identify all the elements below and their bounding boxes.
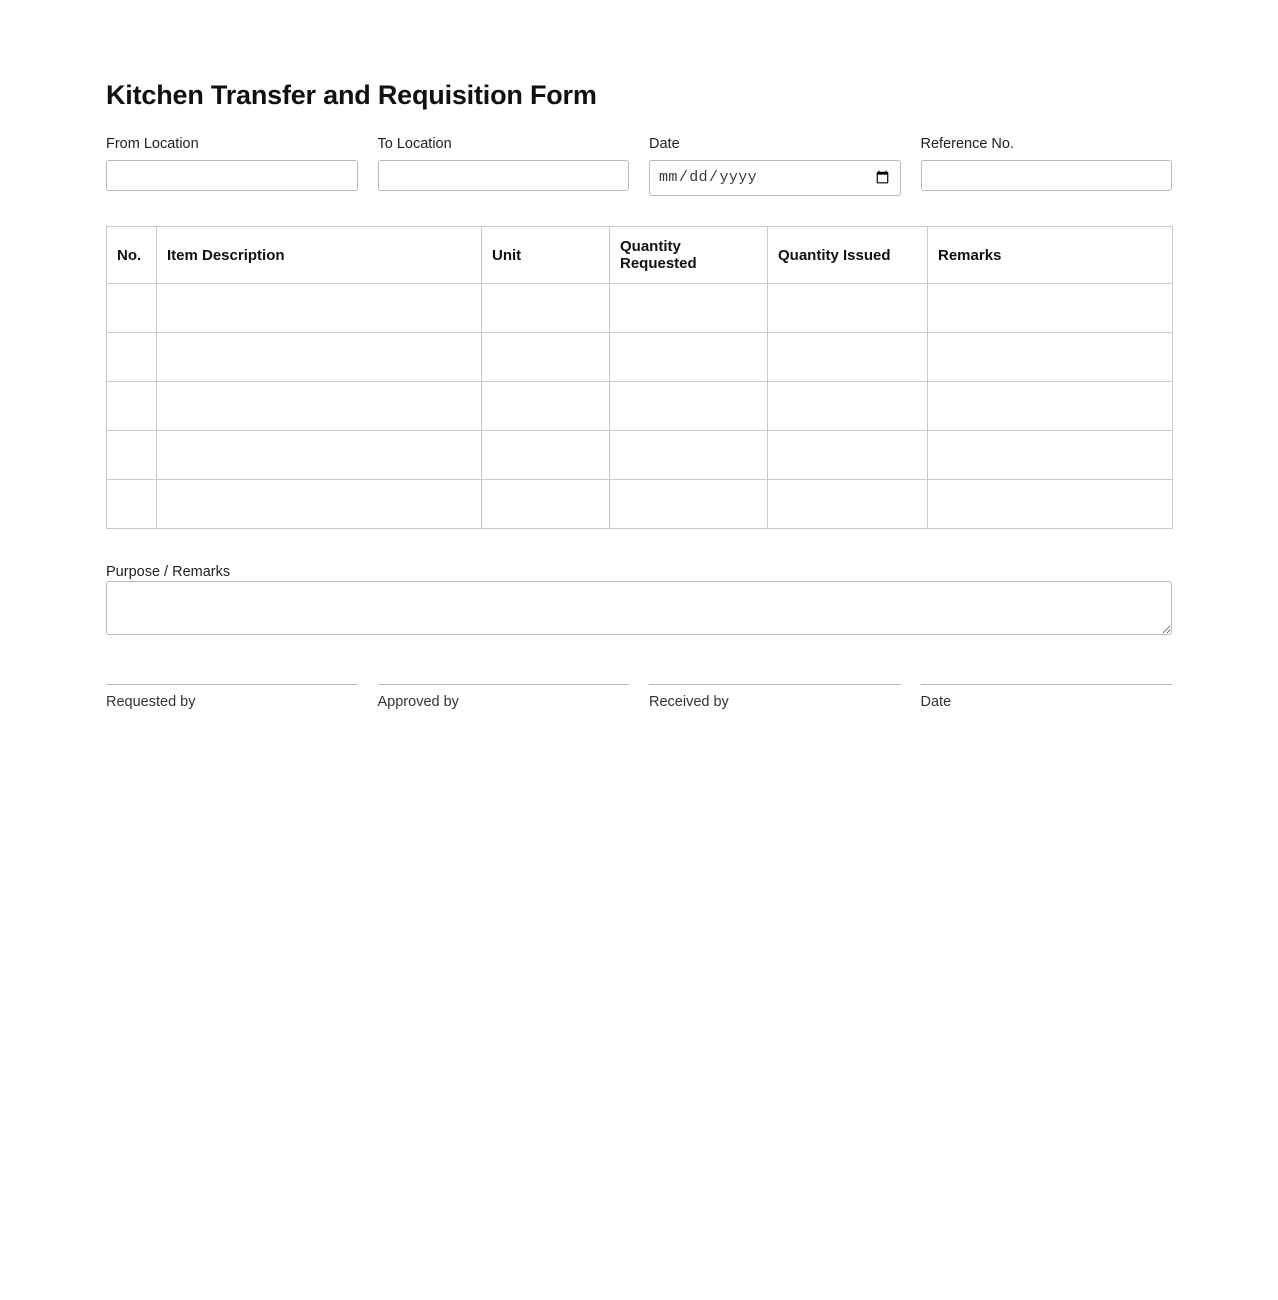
row-4-qty-issued-input[interactable] bbox=[768, 481, 927, 527]
field-from-location bbox=[106, 137, 358, 196]
row-3-no-input[interactable] bbox=[107, 432, 156, 478]
cell-no[interactable] bbox=[107, 431, 157, 480]
column-header-quantity-issued: Quantity Issued bbox=[768, 226, 928, 284]
items-table bbox=[106, 226, 1173, 530]
row-3-qty-issued-input[interactable] bbox=[768, 432, 927, 478]
signature-label-approved-by: Approved by bbox=[377, 694, 459, 711]
row-2-unit-input[interactable] bbox=[482, 383, 609, 429]
signature-approved-by bbox=[378, 684, 630, 710]
cell-remarks[interactable] bbox=[928, 333, 1173, 382]
cell-description[interactable] bbox=[157, 382, 482, 431]
purpose-remarks-label: Purpose / Remarks bbox=[106, 564, 231, 581]
column-header-unit: Unit bbox=[482, 226, 610, 284]
table-row bbox=[107, 431, 1173, 480]
cell-unit[interactable] bbox=[482, 431, 610, 480]
cell-quantity-issued[interactable] bbox=[768, 284, 928, 333]
date-input[interactable] bbox=[649, 160, 901, 196]
reference-no-input[interactable] bbox=[921, 160, 1173, 191]
signature-line bbox=[378, 684, 630, 685]
signature-line bbox=[921, 684, 1173, 685]
row-4-remarks-input[interactable] bbox=[928, 481, 1172, 527]
table-row bbox=[107, 382, 1173, 431]
cell-quantity-requested[interactable] bbox=[610, 284, 768, 333]
row-0-qty-requested-input[interactable] bbox=[610, 285, 767, 331]
row-4-qty-requested-input[interactable] bbox=[610, 481, 767, 527]
table-row bbox=[107, 480, 1173, 529]
row-3-remarks-input[interactable] bbox=[928, 432, 1172, 478]
row-1-qty-issued-input[interactable] bbox=[768, 334, 927, 380]
row-2-remarks-input[interactable] bbox=[928, 383, 1172, 429]
cell-remarks[interactable] bbox=[928, 480, 1173, 529]
purpose-remarks-block bbox=[106, 563, 1172, 640]
row-3-description-input[interactable] bbox=[157, 432, 481, 478]
cell-quantity-requested[interactable] bbox=[610, 382, 768, 431]
cell-description[interactable] bbox=[157, 480, 482, 529]
purpose-remarks-textarea[interactable] bbox=[106, 581, 1172, 635]
cell-remarks[interactable] bbox=[928, 382, 1173, 431]
column-header-quantity-requested: Quantity Requested bbox=[610, 226, 768, 284]
row-4-no-input[interactable] bbox=[107, 481, 156, 527]
cell-unit[interactable] bbox=[482, 333, 610, 382]
cell-description[interactable] bbox=[157, 431, 482, 480]
table-row bbox=[107, 333, 1173, 382]
cell-no[interactable] bbox=[107, 480, 157, 529]
signature-line bbox=[649, 684, 901, 685]
column-header-item-description: Item Description bbox=[157, 226, 482, 284]
cell-quantity-requested[interactable] bbox=[610, 480, 768, 529]
row-1-remarks-input[interactable] bbox=[928, 334, 1172, 380]
cell-no[interactable] bbox=[107, 284, 157, 333]
signature-label-received-by: Received by bbox=[649, 694, 729, 711]
to-location-input[interactable] bbox=[378, 160, 630, 191]
from-location-input[interactable] bbox=[106, 160, 358, 191]
date-label: Date bbox=[649, 136, 680, 152]
header-fields bbox=[106, 137, 1172, 196]
from-location-label: From Location bbox=[106, 136, 199, 152]
cell-description[interactable] bbox=[157, 284, 482, 333]
cell-quantity-issued[interactable] bbox=[768, 480, 928, 529]
row-2-qty-issued-input[interactable] bbox=[768, 383, 927, 429]
cell-quantity-issued[interactable] bbox=[768, 382, 928, 431]
field-to-location bbox=[378, 137, 630, 196]
table-row bbox=[107, 284, 1173, 333]
field-reference-no bbox=[921, 137, 1173, 196]
cell-unit[interactable] bbox=[482, 382, 610, 431]
cell-no[interactable] bbox=[107, 333, 157, 382]
row-2-no-input[interactable] bbox=[107, 383, 156, 429]
signature-row bbox=[106, 684, 1172, 710]
row-4-unit-input[interactable] bbox=[482, 481, 609, 527]
row-0-remarks-input[interactable] bbox=[928, 285, 1172, 331]
signature-requested-by bbox=[106, 684, 358, 710]
cell-unit[interactable] bbox=[482, 284, 610, 333]
row-4-description-input[interactable] bbox=[157, 481, 481, 527]
signature-date bbox=[921, 684, 1173, 710]
table-header-row bbox=[107, 226, 1173, 284]
cell-unit[interactable] bbox=[482, 480, 610, 529]
row-1-qty-requested-input[interactable] bbox=[610, 334, 767, 380]
row-1-no-input[interactable] bbox=[107, 334, 156, 380]
signature-label-date: Date bbox=[920, 694, 952, 711]
cell-remarks[interactable] bbox=[928, 431, 1173, 480]
column-header-remarks: Remarks bbox=[928, 226, 1173, 284]
field-date bbox=[649, 137, 901, 196]
cell-quantity-requested[interactable] bbox=[610, 333, 768, 382]
row-0-unit-input[interactable] bbox=[482, 285, 609, 331]
cell-quantity-issued[interactable] bbox=[768, 333, 928, 382]
cell-description[interactable] bbox=[157, 333, 482, 382]
row-0-no-input[interactable] bbox=[107, 285, 156, 331]
row-1-unit-input[interactable] bbox=[482, 334, 609, 380]
cell-remarks[interactable] bbox=[928, 284, 1173, 333]
signature-received-by bbox=[649, 684, 901, 710]
cell-quantity-issued[interactable] bbox=[768, 431, 928, 480]
page-title: Kitchen Transfer and Requisition Form bbox=[106, 80, 597, 110]
row-2-description-input[interactable] bbox=[157, 383, 481, 429]
cell-no[interactable] bbox=[107, 382, 157, 431]
row-3-qty-requested-input[interactable] bbox=[610, 432, 767, 478]
reference-no-label: Reference No. bbox=[920, 136, 1014, 152]
signature-line bbox=[106, 684, 358, 685]
row-2-qty-requested-input[interactable] bbox=[610, 383, 767, 429]
cell-quantity-requested[interactable] bbox=[610, 431, 768, 480]
row-0-qty-issued-input[interactable] bbox=[768, 285, 927, 331]
column-header-no: No. bbox=[107, 226, 157, 284]
row-1-description-input[interactable] bbox=[157, 334, 481, 380]
row-0-description-input[interactable] bbox=[157, 285, 481, 331]
signature-label-requested-by: Requested by bbox=[106, 694, 196, 711]
row-3-unit-input[interactable] bbox=[482, 432, 609, 478]
to-location-label: To Location bbox=[377, 136, 452, 152]
